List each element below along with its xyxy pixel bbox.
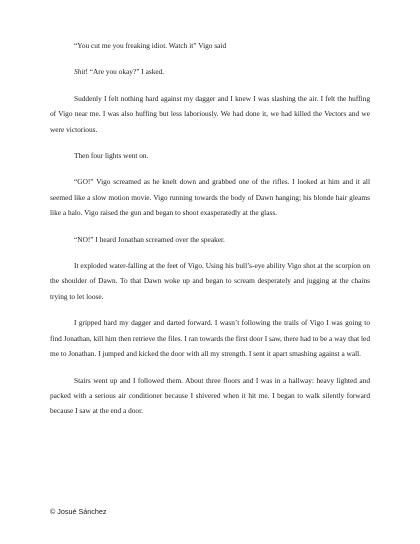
paragraph-6: “NO!” I heard Jonathan screamed over the speaker. bbox=[74, 234, 225, 244]
paragraph-1: “You cut me you freaking idiot. Watch it” Vigo said bbox=[74, 41, 227, 50]
page-body bbox=[50, 38, 370, 430]
copyright-footer: © Josué Sánchez bbox=[50, 507, 107, 516]
paragraph-3: Suddenly I felt nothing hard against my dagger and I knew I was slashing the air. I felt the huffing of Vigo near me. I was also huffing but less laboriously. We had done it, we had killed the Vectors and we were victorious. bbox=[50, 93, 370, 134]
paragraph-5: “GO!” Vigo screamed as he knelt down and grabbed one of the rifles. I looked at him and it all seemed like a slow motion movie. Vigo running towards the body of Dawn hanging; his blonde hair gleams like a halo. Vigo raised the gun and began to shoot exasperatedly at the glass. bbox=[50, 177, 370, 218]
paragraph-2-rest: ! “Are you okay?” I asked. bbox=[85, 67, 165, 77]
paragraph-8: I gripped hard my dagger and darted forward. I wasn’t following the trails of Vigo I was going to find Jonathan, kill him then retrieve the files. I ran towards the first door I saw, there had to be a way that led me to Jonathan. I jumped and kicked the door with all my strength. I sent it apart smashing against a wall. bbox=[50, 318, 370, 359]
paragraph-2 bbox=[50, 64, 370, 79]
paragraph-9: Stairs went up and I followed them. About three floors and I was in a hallway: heavy lighted and packed with a serious air conditioner because I shivered when it hit me. I began to walk silently forward because I saw at the end a door. bbox=[50, 375, 370, 416]
paragraph-7: It exploded water-falling at the feet of Vigo. Using his bull’s-eye ability Vigo shot at the scorpion on the shoulder of Dawn. To that Dawn woke up and began to scream desperately and jugging at the chains trying to let loose. bbox=[50, 261, 370, 301]
paragraph-2-italic: Shit bbox=[74, 67, 86, 77]
paragraph-4: Then four lights went on. bbox=[74, 151, 149, 161]
